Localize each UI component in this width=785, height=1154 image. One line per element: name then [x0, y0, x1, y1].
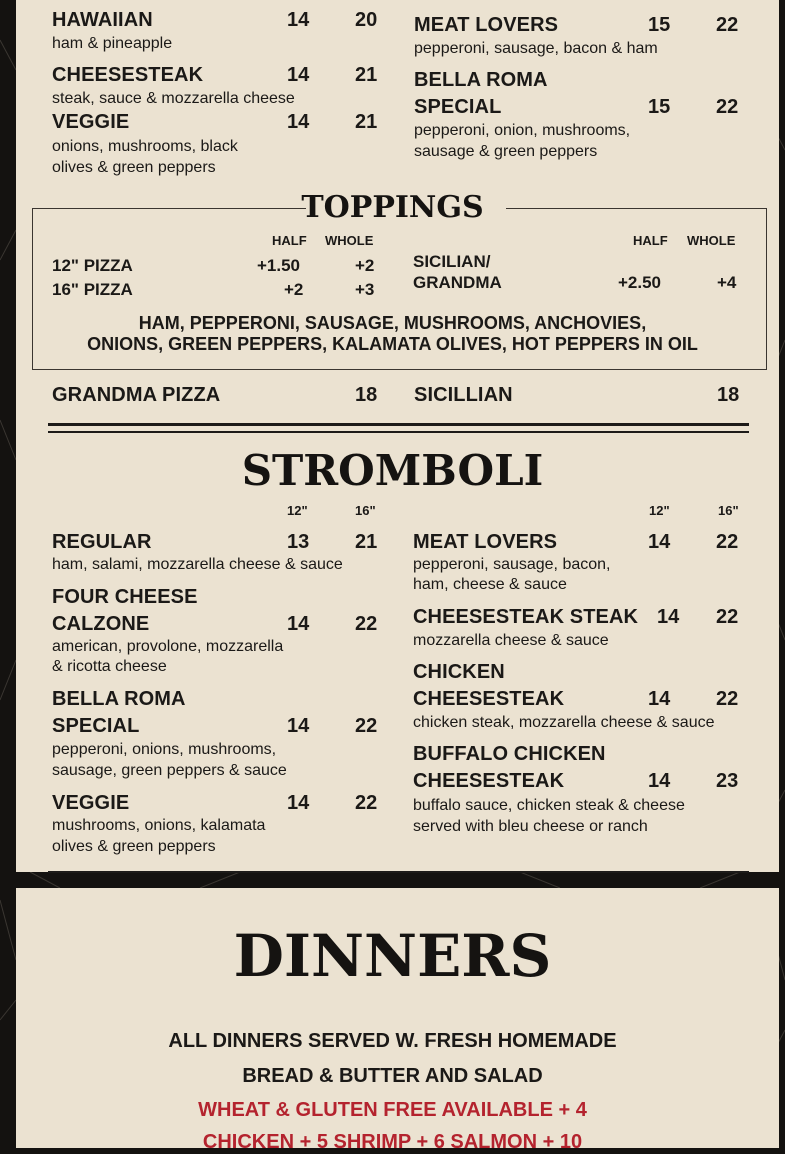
toppings-half-header: HALF	[272, 233, 307, 248]
item-veggie-price-large: 21	[355, 111, 378, 133]
stromboli-bottom-rule	[48, 871, 749, 873]
stromboli-four-cheese-price-12: 14	[287, 613, 310, 635]
stromboli-bella-roma-desc-line1: pepperoni, onions, mushrooms,	[52, 741, 277, 758]
item-meat-lovers-desc: pepperoni, sausage, bacon & ham	[414, 40, 658, 57]
stromboli-chicken-cheesesteak-desc: chicken steak, mozzarella cheese & sauce	[413, 714, 715, 731]
stromboli-chicken-cheesesteak-price-16: 22	[716, 688, 739, 710]
item-bella-roma-price-small: 15	[648, 96, 671, 118]
stromboli-meat-lovers-price-12: 14	[648, 531, 671, 553]
item-hawaiian-desc: ham & pineapple	[52, 35, 173, 52]
stromboli-buffalo-desc-line2: served with bleu cheese or ranch	[413, 818, 648, 835]
stromboli-size-16-header: 16"	[355, 503, 376, 518]
toppings-list-line2: ONIONS, GREEN PEPPERS, KALAMATA OLIVES, HOT PEPPERS IN OIL	[87, 334, 698, 354]
toppings-sicilian-whole: +4	[717, 273, 737, 292]
item-bella-roma-desc-line2: sausage & green peppers	[414, 143, 598, 160]
item-cheesesteak-price-large: 21	[355, 64, 378, 86]
toppings-whole-header-right: WHOLE	[687, 233, 736, 248]
toppings-list-line1: HAM, PEPPERONI, SAUSAGE, MUSHROOMS, ANCHOVIES,	[138, 313, 647, 333]
section-divider-top	[48, 423, 749, 426]
toppings-row-16-whole: +3	[355, 280, 375, 299]
toppings-row-16-label: 16" PIZZA	[52, 280, 133, 299]
stromboli-buffalo-name-line1: BUFFALO CHICKEN	[413, 743, 606, 765]
item-sicillian-price: 18	[717, 384, 740, 406]
stromboli-buffalo-price-16: 23	[716, 770, 739, 792]
section-divider-bottom	[48, 431, 749, 433]
stromboli-four-cheese-price-16: 22	[355, 613, 378, 635]
stromboli-meat-lovers-name: MEAT LOVERS	[413, 531, 558, 553]
stromboli-buffalo-name-line2: CHEESESTEAK	[413, 770, 565, 792]
stromboli-regular-price-12: 13	[287, 531, 310, 553]
item-bella-roma-price-large: 22	[716, 96, 739, 118]
stromboli-veggie-price-16: 22	[355, 792, 378, 814]
dinners-note-line1: ALL DINNERS SERVED W. FRESH HOMEMADE	[168, 1030, 617, 1052]
item-hawaiian-price-small: 14	[287, 9, 310, 31]
item-sicillian-name: SICILLIAN	[414, 384, 513, 406]
stromboli-bella-roma-desc-line2: sausage, green peppers & sauce	[52, 762, 287, 779]
dinners-title: DINNERS	[233, 922, 552, 990]
toppings-row-12-half: +1.50	[257, 256, 301, 275]
item-hawaiian-name: HAWAIIAN	[52, 9, 153, 31]
item-meat-lovers-price-small: 15	[648, 14, 671, 36]
stromboli-chicken-cheesesteak-name-line1: CHICKEN	[413, 661, 505, 683]
stromboli-cheesesteak-desc: mozzarella cheese & sauce	[413, 632, 609, 649]
stromboli-cheesesteak-name: CHEESESTEAK STEAK	[413, 606, 639, 628]
toppings-row-12-whole: +2	[355, 256, 375, 275]
item-bella-roma-desc-line1: pepperoni, onion, mushrooms,	[414, 122, 631, 139]
stromboli-bella-roma-price-12: 14	[287, 715, 310, 737]
stromboli-four-cheese-desc-line2: & ricotta cheese	[52, 658, 167, 675]
stromboli-cheesesteak-price-16: 22	[716, 606, 739, 628]
stromboli-veggie-price-12: 14	[287, 792, 310, 814]
item-bella-roma-name-line2: SPECIAL	[414, 96, 502, 118]
stromboli-buffalo-price-12: 14	[648, 770, 671, 792]
stromboli-meat-lovers-price-16: 22	[716, 531, 739, 553]
dinners-gluten-free-note: WHEAT & GLUTEN FREE AVAILABLE + 4	[198, 1099, 587, 1121]
item-cheesesteak-price-small: 14	[287, 64, 310, 86]
toppings-title: TOPPINGS	[301, 190, 484, 225]
toppings-row-16-half: +2	[284, 280, 304, 299]
stromboli-veggie-desc-line1: mushrooms, onions, kalamata	[52, 817, 266, 834]
item-cheesesteak-name: CHEESESTEAK	[52, 64, 204, 86]
toppings-sicilian-label-line2: GRANDMA	[413, 273, 502, 292]
item-veggie-price-small: 14	[287, 111, 310, 133]
stromboli-four-cheese-name-line2: CALZONE	[52, 613, 150, 635]
dinners-note-line2: BREAD & BUTTER AND SALAD	[242, 1065, 543, 1087]
toppings-half-header-right: HALF	[633, 233, 668, 248]
item-cheesesteak-desc: steak, sauce & mozzarella cheese	[52, 90, 295, 107]
stromboli-chicken-cheesesteak-price-12: 14	[648, 688, 671, 710]
item-hawaiian-price-large: 20	[355, 9, 378, 31]
stromboli-veggie-desc-line2: olives & green peppers	[52, 838, 216, 855]
item-bella-roma-name-line1: BELLA ROMA	[414, 69, 548, 91]
stromboli-regular-price-16: 21	[355, 531, 378, 553]
stromboli-meat-lovers-desc-line1: pepperoni, sausage, bacon,	[413, 556, 611, 573]
toppings-sicilian-half: +2.50	[618, 273, 662, 292]
stromboli-buffalo-desc-line1: buffalo sauce, chicken steak & cheese	[413, 797, 685, 814]
stromboli-veggie-name: VEGGIE	[52, 792, 130, 814]
toppings-sicilian-label-line1: SICILIAN/	[413, 252, 491, 271]
item-meat-lovers-name: MEAT LOVERS	[414, 14, 559, 36]
item-meat-lovers-price-large: 22	[716, 14, 739, 36]
stromboli-chicken-cheesesteak-name-line2: CHEESESTEAK	[413, 688, 565, 710]
stromboli-size-16-header-right: 16"	[718, 503, 739, 518]
stromboli-meat-lovers-desc-line2: ham, cheese & sauce	[413, 576, 567, 593]
toppings-whole-header: WHOLE	[325, 233, 374, 248]
dinners-addons-note: CHICKEN + 5 SHRIMP + 6 SALMON + 10	[202, 1131, 583, 1153]
stromboli-regular-desc: ham, salami, mozzarella cheese & sauce	[52, 556, 343, 573]
item-grandma-pizza-name: GRANDMA PIZZA	[52, 384, 221, 406]
stromboli-size-12-header-right: 12"	[649, 503, 670, 518]
item-veggie-name: VEGGIE	[52, 111, 130, 133]
stromboli-four-cheese-name-line1: FOUR CHEESE	[52, 586, 198, 608]
stromboli-regular-name: REGULAR	[52, 531, 152, 553]
stromboli-title: STROMBOLI	[241, 446, 544, 495]
stromboli-bella-roma-name-line2: SPECIAL	[52, 715, 140, 737]
stromboli-four-cheese-desc-line1: american, provolone, mozzarella	[52, 638, 284, 655]
stromboli-size-12-header: 12"	[287, 503, 308, 518]
stromboli-bella-roma-name-line1: BELLA ROMA	[52, 688, 186, 710]
stromboli-bella-roma-price-16: 22	[355, 715, 378, 737]
item-veggie-desc-line1: onions, mushrooms, black	[52, 138, 238, 155]
toppings-row-12-label: 12" PIZZA	[52, 256, 133, 275]
item-grandma-pizza-price: 18	[355, 384, 378, 406]
stromboli-cheesesteak-price-12: 14	[657, 606, 680, 628]
item-veggie-desc-line2: olives & green peppers	[52, 159, 216, 176]
